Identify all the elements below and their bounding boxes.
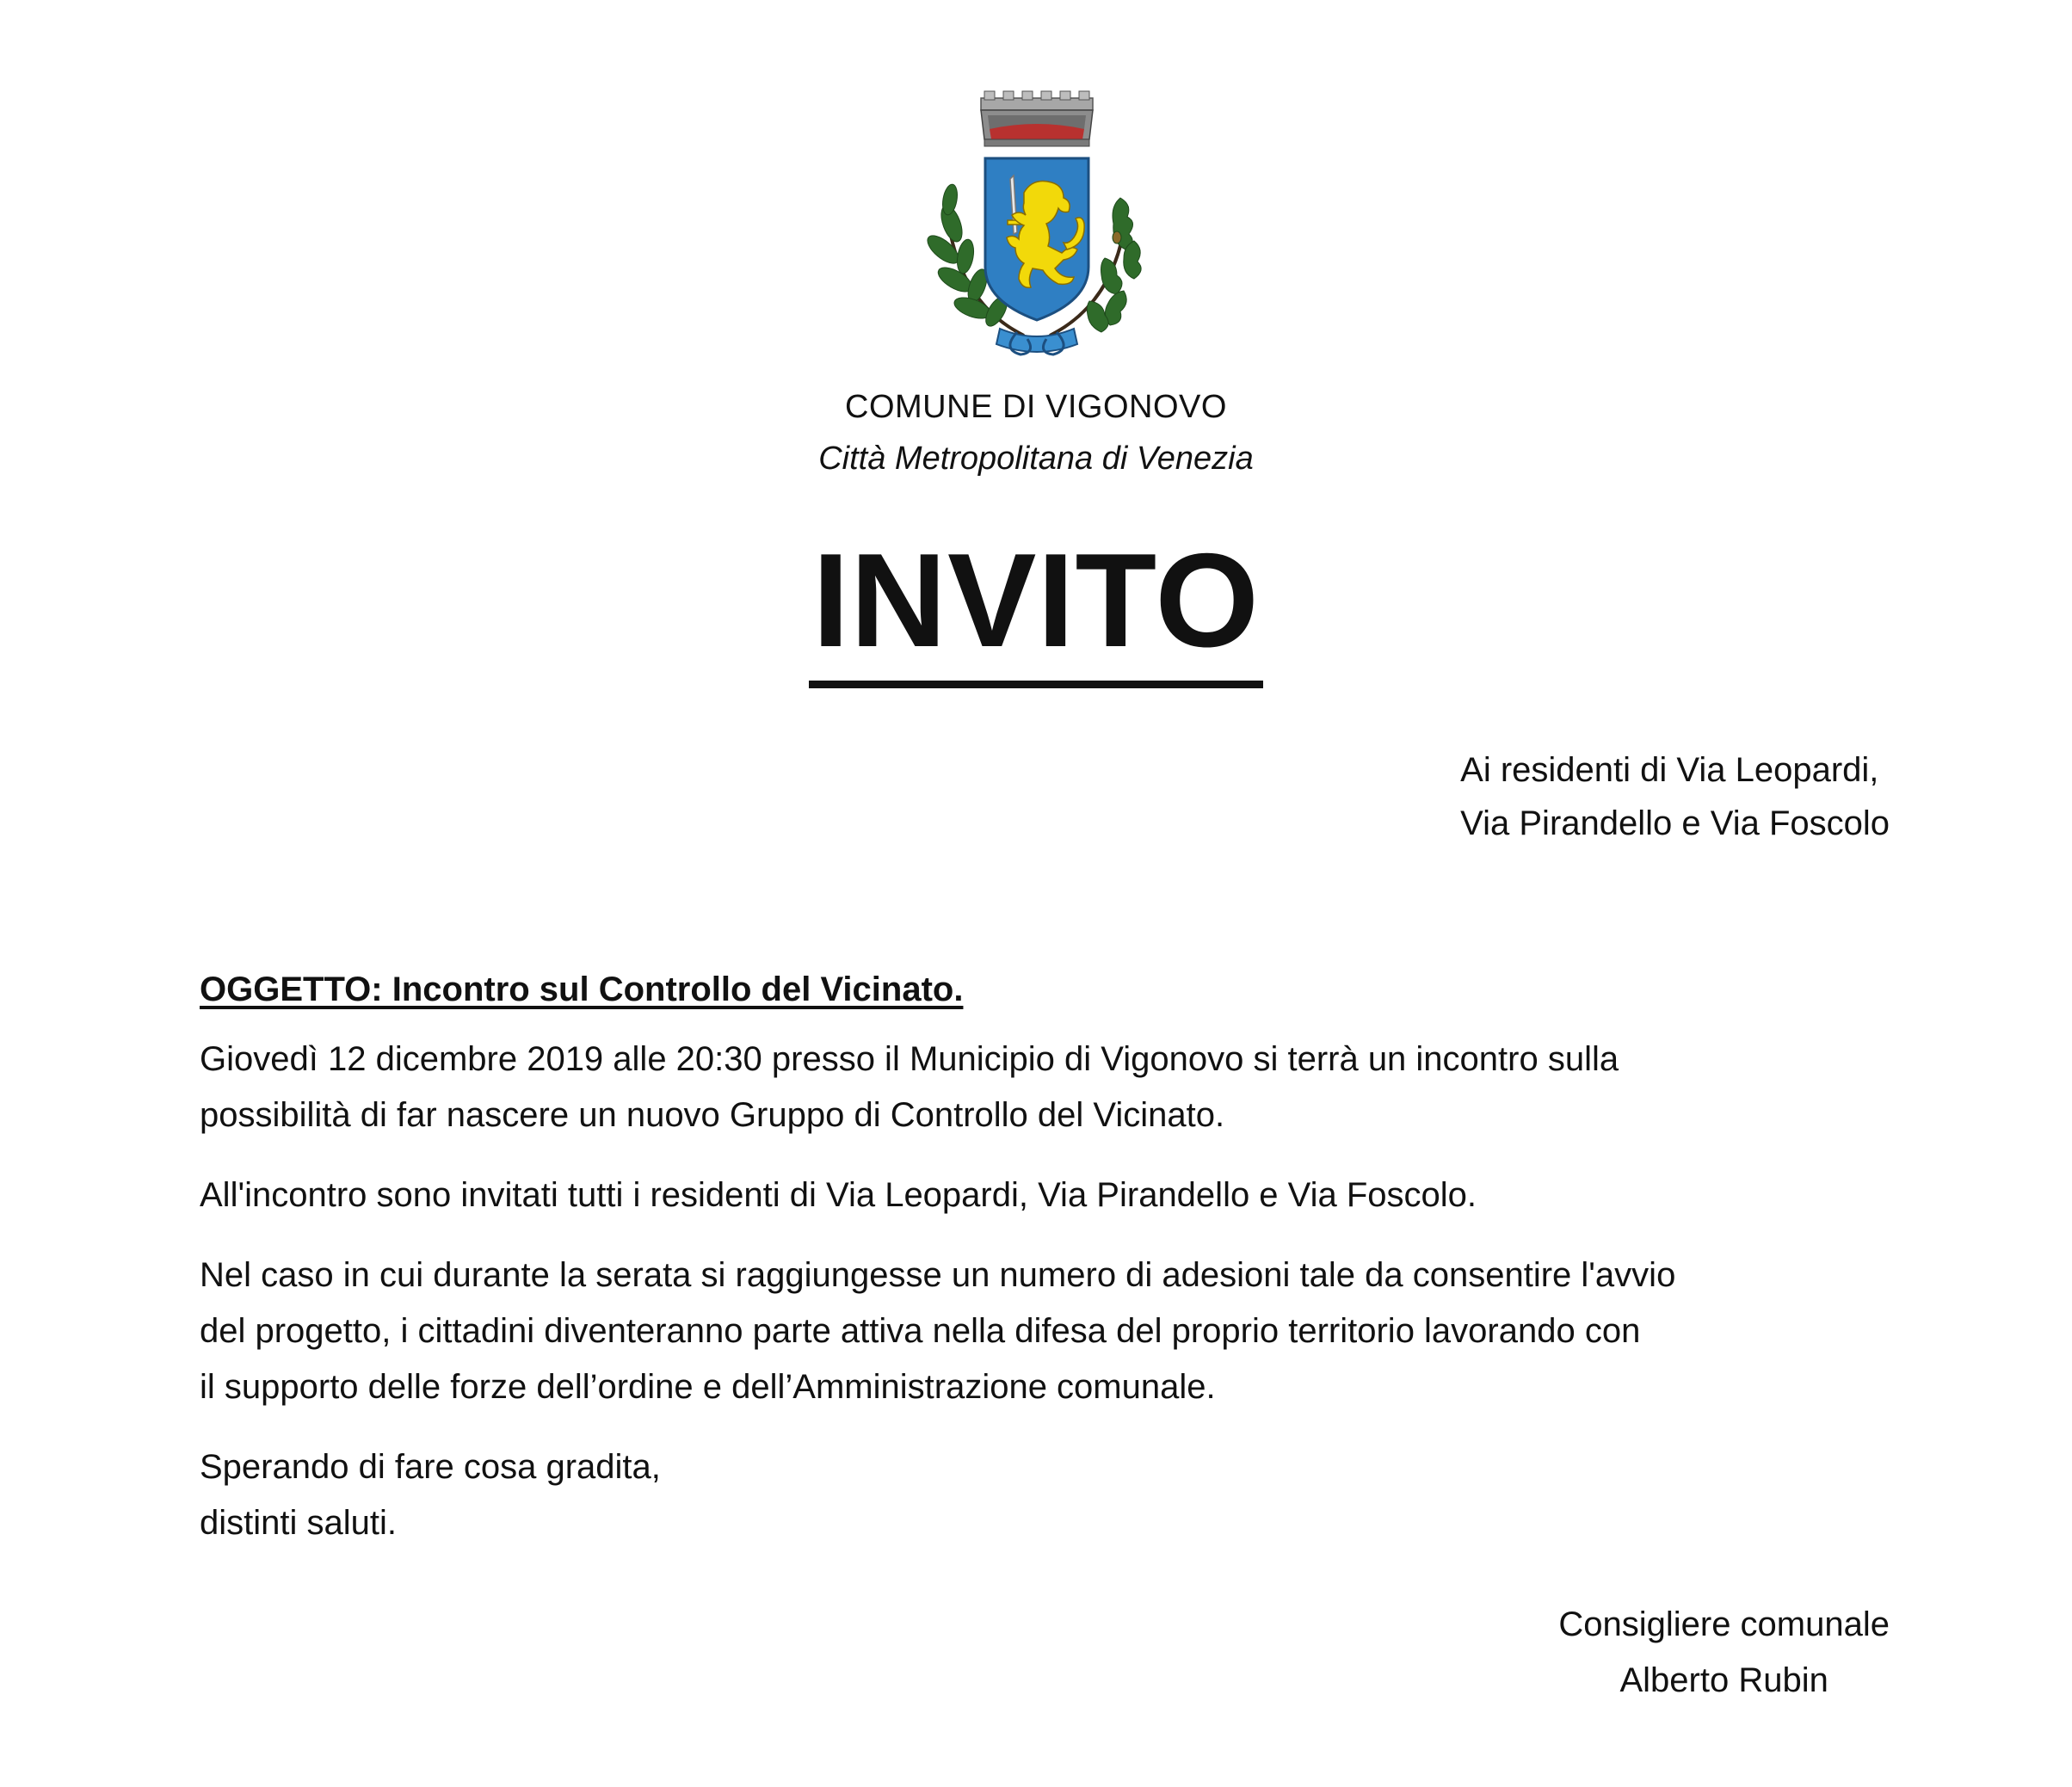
document-title: INVITO bbox=[809, 533, 1263, 688]
recipient-line: Ai residenti di Via Leopardi, bbox=[1460, 751, 1879, 789]
paragraph-line: Giovedì 12 dicembre 2019 alle 20:30 presso il Municipio di Vigonovo si terrà un incontro sulla bbox=[200, 1040, 1619, 1078]
paragraph-project bbox=[200, 1248, 1912, 1415]
paragraph-meeting-details bbox=[200, 1032, 1912, 1143]
closing-line: Sperando di fare cosa gradita, bbox=[200, 1448, 661, 1486]
signature-block bbox=[1558, 1597, 1890, 1709]
recipient-block bbox=[1460, 743, 1890, 850]
ribbon-icon bbox=[996, 329, 1077, 354]
municipal-coat-of-arms-icon bbox=[921, 86, 1153, 361]
letter-body bbox=[200, 962, 1912, 1551]
closing-salutation bbox=[200, 1439, 1912, 1551]
closing-line: distinti saluti. bbox=[200, 1504, 397, 1542]
organization-name: COMUNE DI VIGONOVO bbox=[845, 389, 1227, 425]
signature-role: Consigliere comunale bbox=[1558, 1605, 1890, 1643]
subject-line: OGGETTO: Incontro sul Controllo del Vicinato. bbox=[200, 971, 964, 1008]
paragraph-line: il supporto delle forze dell’ordine e dell’Amministrazione comunale. bbox=[200, 1368, 1216, 1406]
paragraph-line: del progetto, i cittadini diventeranno parte attiva nella difesa del proprio territorio lavorando con bbox=[200, 1312, 1641, 1350]
crown-icon bbox=[981, 91, 1093, 146]
signature-name: Alberto Rubin bbox=[1619, 1661, 1828, 1699]
document-title-wrapper bbox=[0, 526, 2072, 688]
organization-region: Città Metropolitana di Venezia bbox=[818, 441, 1254, 477]
paragraph-invitees bbox=[200, 1168, 1912, 1223]
paragraph-line: All'incontro sono invitati tutti i residenti di Via Leopardi, Via Pirandello e Via Foscolo. bbox=[200, 1176, 1477, 1214]
paragraph-line: possibilità di far nascere un nuovo Gruppo di Controllo del Vicinato. bbox=[200, 1096, 1225, 1134]
recipient-line: Via Pirandello e Via Foscolo bbox=[1460, 804, 1890, 842]
paragraph-line: Nel caso in cui durante la serata si raggiungesse un numero di adesioni tale da consentire l'avvio bbox=[200, 1256, 1676, 1294]
